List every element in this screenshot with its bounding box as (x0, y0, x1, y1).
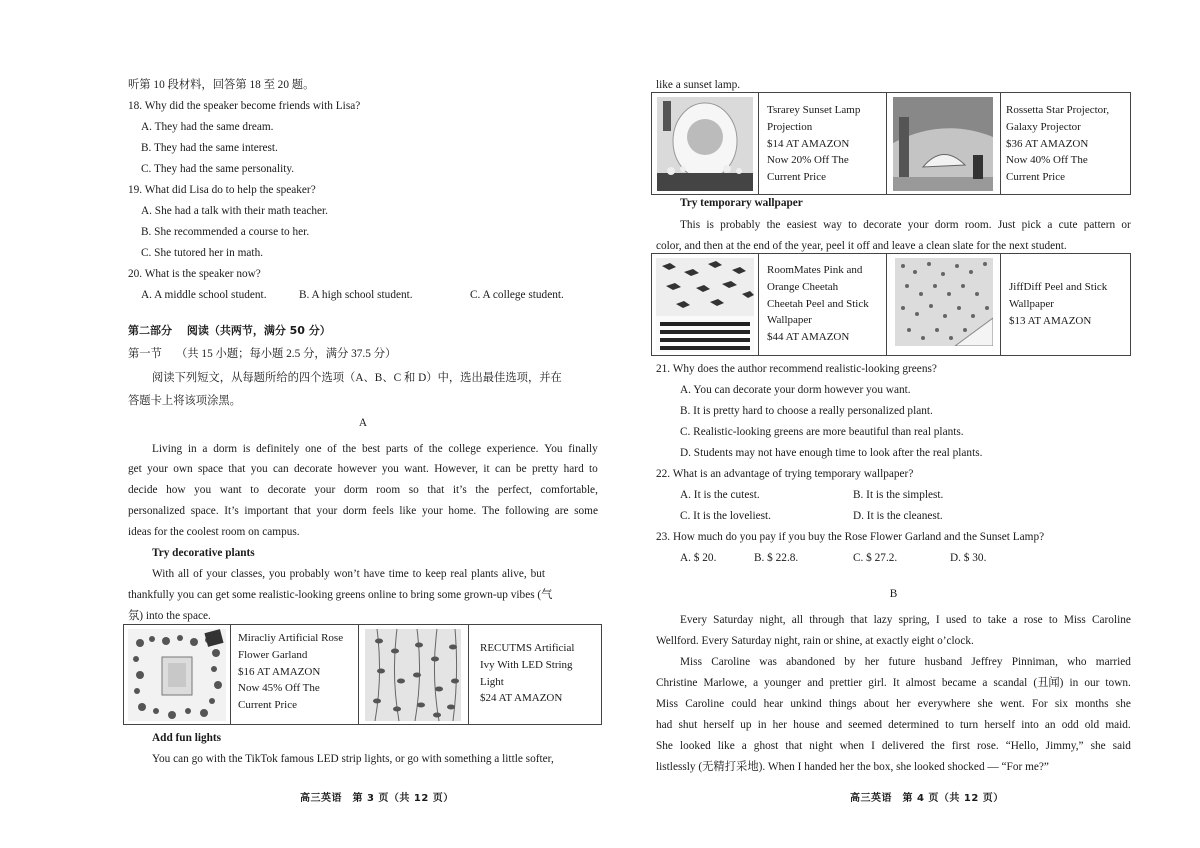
word: Miss (656, 698, 678, 710)
passage-a-p1-line (152, 442, 598, 456)
word: For (1031, 698, 1048, 710)
word: went. (999, 698, 1025, 710)
word: cute (1058, 219, 1078, 231)
product-line: Wallpaper (767, 314, 812, 327)
word: however (337, 463, 377, 475)
word: Just (997, 219, 1016, 231)
word: a (202, 443, 208, 455)
ivy-lights-photo (365, 629, 461, 721)
word: she (1090, 740, 1106, 752)
product-line: Projection (767, 120, 813, 133)
word: feels (372, 505, 394, 517)
word: her (896, 698, 911, 710)
word: perfect, (497, 484, 532, 496)
word: Miss (1063, 614, 1086, 626)
product-line: Current Price (767, 171, 826, 184)
passage-a-p4-line (680, 218, 1131, 232)
word: space (197, 463, 224, 475)
word: your (907, 219, 929, 231)
q23-option-c: C. $ 27.2. (853, 552, 898, 564)
product-line (767, 102, 879, 119)
product-line-text: RoomMates Pink and (767, 264, 863, 276)
q21-option-c: C. Realistic-looking greens are more beautiful than real plants. (680, 426, 964, 438)
product-price: $14 AT AMAZON (767, 137, 850, 150)
q19-option-c: C. She tutored her in math. (141, 247, 264, 259)
sunset-lamp-info (767, 102, 879, 186)
instruction-line-1: 阅读下列短文，从每题所给的四个选项（A、B、C 和 D）中，选出最佳选项，并在 (152, 372, 562, 384)
passage-a-label: A (358, 417, 368, 429)
word: she (977, 698, 993, 710)
word: up (740, 719, 752, 731)
word: However, (434, 463, 478, 475)
discount-text: Now 40% Off The (1006, 154, 1088, 167)
word: your (421, 505, 443, 517)
q21-option-d: D. Students may not have enough time to look after the real plants. (680, 447, 983, 459)
product-line-text: Tsrarey Sunset Lamp (767, 104, 861, 116)
product-line: Cheetah Peel and Stick (767, 297, 869, 310)
word: best (361, 443, 381, 455)
word: is (242, 443, 251, 455)
word: first (951, 740, 970, 752)
rose-garland-info-cell (230, 625, 358, 724)
word: lazy (873, 614, 893, 626)
word: to (945, 719, 954, 731)
word: girl. (868, 677, 887, 689)
word: odd (1061, 719, 1079, 731)
word: said (1112, 740, 1131, 752)
passage-b-p2-line: listlessly (无精打采地). When I handed her the box, she looked shocked — “For me?” (656, 761, 1049, 773)
word: pretty (531, 463, 559, 475)
word: turn (959, 719, 979, 731)
word: married (1095, 656, 1131, 668)
word: younger (764, 677, 802, 689)
word: about (863, 698, 889, 710)
word: or (1121, 219, 1131, 231)
jiffdiff-wallpaper-info-cell (1000, 254, 1130, 355)
question-19: 19. What did Lisa do to help the speaker? (128, 184, 316, 196)
listening-intro: 听第 10 段材料，回答第 18 至 20 题。 (128, 79, 315, 91)
word: that (228, 463, 246, 475)
word: her (772, 719, 788, 731)
q19-option-b: B. She recommended a course to her. (141, 226, 310, 238)
q20-option-b: B. A high school student. (299, 289, 413, 301)
word: her (864, 656, 880, 668)
word: our (1084, 677, 1100, 689)
sunset-lamp-photo-cell (652, 93, 758, 194)
word: home. (448, 505, 477, 517)
product-price: $13 AT AMAZON (1009, 314, 1092, 327)
word: personalized (128, 505, 186, 517)
word: that (293, 505, 311, 517)
word: Caroline (711, 656, 751, 668)
word: you (381, 463, 399, 475)
cheetah-wallpaper-info-cell (758, 254, 886, 355)
product-line: JiffDiff Peel and Stick (1009, 281, 1108, 293)
passage-a-p2-line: 氛) into the space. (128, 610, 211, 622)
word: your (314, 484, 336, 496)
word: into (1021, 719, 1039, 731)
passage-a-p1-line (128, 462, 598, 476)
rose-garland-photo-cell (124, 625, 230, 724)
q21-option-a: A. You can decorate your dorm however you want. (680, 384, 911, 396)
word: Pinniman, (1011, 656, 1058, 668)
word: abandoned (786, 656, 836, 668)
q18-option-a: A. They had the same dream. (141, 121, 274, 133)
word: the (475, 484, 490, 496)
page-4-footer: 高三英语 第 4 页（共 12 页） (850, 793, 1004, 804)
product-line: RECUTMS Artificial (480, 642, 575, 654)
word: finally (568, 443, 598, 455)
product-line: Light (480, 675, 504, 688)
section-one-heading: 第一节 （共 15 小题；每小题 2.5 分，满分 37.5 分） (128, 348, 397, 360)
q20-option-c: C. A college student. (470, 289, 564, 301)
word: night (809, 740, 833, 752)
passage-a-p2-line: thankfully you can get some realistic-looking greens online to bring some grown-up vibes (气 (128, 589, 553, 601)
word: to (250, 484, 260, 496)
word: could (731, 698, 757, 710)
passage-b-p2-line (680, 655, 1131, 669)
product-line: Current Price (238, 699, 297, 712)
word: It (892, 677, 900, 689)
word: of (327, 443, 337, 455)
word: own (173, 463, 193, 475)
product-discount (767, 152, 879, 169)
word: that (427, 484, 445, 496)
word: the (930, 740, 945, 752)
passage-b-p1-line: Wellford. Every Saturday night, rain or shine, at exactly eight o’clock. (656, 635, 974, 647)
word: can (494, 463, 511, 475)
product-line: Orange Cheetah (767, 280, 839, 293)
word: I (871, 740, 875, 752)
heading-decorative-plants: Try decorative plants (152, 547, 255, 559)
q19-option-a: A. She had a talk with their math teacher. (141, 205, 328, 217)
word: hear (763, 698, 784, 710)
passage-a-p4-line: color, and then at the end of the year, peel it off and leave a clean slate for the next student. (656, 240, 1067, 252)
q23-option-a: A. $ 20. (680, 552, 717, 564)
product-line: Rossetta Star Projector, (1006, 104, 1110, 116)
product-price: $36 AT AMAZON (1006, 137, 1089, 150)
word: all (791, 614, 804, 626)
word: want. (404, 463, 429, 475)
word: things (828, 698, 857, 710)
word: old (1084, 719, 1100, 731)
q23-option-d: D. $ 30. (950, 552, 987, 564)
word: college (448, 443, 481, 455)
word: way (823, 219, 842, 231)
q18-option-c: C. They had the same personality. (141, 163, 295, 175)
word: Every (680, 614, 707, 626)
word: that (850, 614, 868, 626)
ivy-lights-info (480, 640, 595, 707)
heading-fun-lights: Add fun lights (152, 732, 222, 744)
word: She (656, 740, 673, 752)
word: are (554, 505, 569, 517)
word: to (589, 463, 598, 475)
word: a (1047, 219, 1053, 231)
word: so (408, 484, 419, 496)
passage-b-p1-line (680, 613, 1131, 627)
passage-b-p2-line (656, 676, 1131, 690)
word: it (483, 463, 490, 475)
word: decorate (863, 219, 902, 231)
star-projector-photo-cell (886, 93, 1000, 194)
word: how (166, 484, 186, 496)
word: room (376, 484, 401, 496)
cheetah-wallpaper-info (767, 262, 879, 346)
word: Caroline (1092, 614, 1131, 626)
word: dorm (342, 505, 367, 517)
word: through (809, 614, 845, 626)
sunset-lamp-info-cell (758, 93, 886, 194)
word: scandal (993, 677, 1028, 689)
word: Miss (680, 656, 702, 668)
word: months (1075, 698, 1109, 710)
word: “Hello, (1005, 740, 1039, 752)
product-price: $44 AT AMAZON (767, 331, 850, 344)
word: house (793, 719, 820, 731)
word: some (574, 505, 598, 517)
question-21: 21. Why does the author recommend realistic-looking greens? (656, 363, 937, 375)
word: Marlowe, (703, 677, 748, 689)
word: you (250, 463, 268, 475)
word: the (428, 443, 443, 455)
word: prettier (829, 677, 863, 689)
word: easiest (786, 219, 817, 231)
word: decorate (293, 463, 333, 475)
ivy-lights-photo-cell (358, 625, 468, 724)
star-projector-photo (893, 97, 993, 191)
passage-b-p2-line (656, 718, 1131, 732)
word: rose. (977, 740, 999, 752)
word: it’s (452, 484, 467, 496)
word: that (785, 740, 803, 752)
word: who (1067, 656, 1087, 668)
word: You (544, 443, 563, 455)
word: following (505, 505, 550, 517)
word: Jeffrey (971, 656, 1003, 668)
q22-option-c: C. It is the loveliest. (680, 510, 771, 522)
word: space. (190, 505, 219, 517)
word: pattern (1083, 219, 1116, 231)
word: Saturday (713, 614, 754, 626)
word: be (515, 463, 527, 475)
ivy-lights-info-cell (468, 625, 601, 724)
word: when (839, 740, 865, 752)
word: This (680, 219, 701, 231)
passage-a-p1-line: ideas for the coolest room on campus. (128, 526, 300, 538)
lights-product-table (651, 92, 1131, 195)
word: want (219, 484, 242, 496)
word: room. (964, 219, 992, 231)
word: comfortable, (540, 484, 598, 496)
product-line: Ivy With LED String (480, 658, 573, 671)
word: husband (924, 656, 963, 668)
passage-a-p1-line (128, 483, 598, 497)
cheetah-wallpaper-photo-cell (652, 254, 758, 355)
q22-option-b: B. It is the simplest. (853, 489, 944, 501)
passage-a-p2-line: With all of your classes, you probably won’t have time to keep real plants alive, but (152, 568, 545, 580)
word: ghost (753, 740, 779, 752)
rose-garland-photo (128, 629, 226, 721)
word: Living (152, 443, 183, 455)
word: of (413, 443, 424, 455)
word: decide (128, 484, 158, 496)
passage-b-label: B (889, 588, 898, 600)
jiffdiff-wallpaper-photo-cell (886, 254, 1000, 355)
word: a (741, 740, 747, 752)
word: Christine (656, 677, 698, 689)
q20-option-a: A. A middle school student. (141, 289, 267, 301)
word: and (807, 677, 824, 689)
word: six (1054, 698, 1069, 710)
passage-b-p2-line (656, 739, 1131, 753)
cheetah-wallpaper-photo (656, 258, 754, 352)
passage-b-p2-line (656, 697, 1131, 711)
passage-a-p3-line: You can go with the TikTok famous LED strip lights, or go with something a little softer, (152, 753, 554, 765)
word: is (706, 219, 714, 231)
word: seemed (848, 719, 882, 731)
heading-temporary-wallpaper: Try temporary wallpaper (680, 197, 803, 209)
word: to (972, 614, 982, 626)
jiffdiff-wallpaper-photo (895, 258, 993, 346)
word: the (766, 219, 781, 231)
word: looked (679, 740, 711, 752)
q22-option-d: D. It is the cleanest. (853, 510, 943, 522)
word: shut (678, 719, 698, 731)
word: became (941, 677, 977, 689)
word: an (1044, 719, 1056, 731)
word: herself (984, 719, 1016, 731)
rose-garland-info (238, 630, 351, 714)
word: get (128, 463, 142, 475)
word: to (1048, 614, 1058, 626)
word: in (757, 719, 767, 731)
word: maid. (1105, 719, 1131, 731)
wallpaper-product-table (651, 253, 1131, 356)
word: almost (905, 677, 936, 689)
word: hard (563, 463, 584, 475)
word: and (825, 719, 842, 731)
product-line: Current Price (1006, 171, 1065, 184)
word: unkind (790, 698, 822, 710)
plants-product-table (123, 624, 602, 725)
word: spring, (898, 614, 930, 626)
word: The (481, 505, 500, 517)
word: like (399, 505, 417, 517)
product-price: $16 AT AMAZON (238, 665, 321, 678)
word: dorm (343, 484, 368, 496)
word: town. (1105, 677, 1131, 689)
question-22: 22. What is an advantage of trying temporary wallpaper? (656, 468, 914, 480)
word: dorm (934, 219, 959, 231)
word: in (187, 443, 197, 455)
word: Caroline (685, 698, 725, 710)
word: I (935, 614, 940, 626)
word: decorate (267, 484, 306, 496)
product-line: Wallpaper (1009, 297, 1054, 310)
word: can (272, 463, 289, 475)
word: night, (759, 614, 786, 626)
word: one (305, 443, 322, 455)
product-discount (238, 680, 351, 697)
word: rose (1023, 614, 1043, 626)
product-line: Miracliy Artificial Rose (238, 632, 344, 644)
star-projector-info (1006, 102, 1124, 186)
question-23: 23. How much do you pay if you buy the Rose Flower Garland and the Sunset Lamp? (656, 531, 1045, 543)
word: definitely (256, 443, 300, 455)
word: like (717, 740, 735, 752)
word: determined (888, 719, 939, 731)
instruction-line-2: 答题卡上将该项涂黑。 (128, 395, 241, 407)
part-two-heading: 第二部分 阅读（共两节，满分 50 分） (128, 324, 331, 337)
page-3-footer: 高三英语 第 3 页（共 12 页） (300, 793, 454, 804)
word: parts (385, 443, 408, 455)
q23-option-b: B. $ 22.8. (754, 552, 799, 564)
word: probably (720, 219, 761, 231)
q18-option-b: B. They had the same interest. (141, 142, 278, 154)
word: a (1012, 614, 1018, 626)
word: pick (1021, 219, 1042, 231)
product-price: $24 AT AMAZON (480, 692, 563, 705)
word: in (1069, 677, 1079, 689)
word: your (147, 463, 168, 475)
question-20: 20. What is the speaker now? (128, 268, 261, 280)
word: a (982, 677, 988, 689)
word: delivered (881, 740, 924, 752)
question-18: 18. Why did the speaker become friends with Lisa? (128, 100, 361, 112)
word: It’s (224, 505, 239, 517)
word: used (945, 614, 967, 626)
word: future (888, 656, 916, 668)
product-line: Flower Garland (238, 648, 308, 661)
passage-a-p3-continued: like a sunset lamp. (656, 79, 741, 91)
word: you (194, 484, 212, 496)
q21-option-b: B. It is pretty hard to choose a really personalized plant. (680, 405, 933, 417)
word: take (987, 614, 1007, 626)
word: the (342, 443, 357, 455)
q22-option-a: A. It is the cutest. (680, 489, 760, 501)
product-line: Galaxy Projector (1006, 120, 1081, 133)
word: Jimmy,” (1045, 740, 1084, 752)
word: important (244, 505, 289, 517)
passage-a-p1-line (128, 504, 598, 518)
product-line (767, 262, 879, 279)
word: your (316, 505, 338, 517)
word: to (848, 219, 857, 231)
word: by (844, 656, 856, 668)
word: experience. (486, 443, 539, 455)
sunset-lamp-photo (657, 97, 753, 191)
word: was (759, 656, 777, 668)
word: a (753, 677, 759, 689)
star-projector-info-cell (1000, 93, 1130, 194)
word: (丑闻) (1033, 677, 1064, 689)
word: everywhere (917, 698, 971, 710)
word: herself (703, 719, 735, 731)
word: dorm (213, 443, 238, 455)
discount-text: Now 45% Off The (238, 682, 320, 695)
word: had (656, 719, 673, 731)
discount-text: Now 20% Off The (767, 154, 849, 167)
jiffdiff-wallpaper-info (1009, 279, 1124, 329)
product-discount (1006, 152, 1124, 169)
word: she (1115, 698, 1131, 710)
